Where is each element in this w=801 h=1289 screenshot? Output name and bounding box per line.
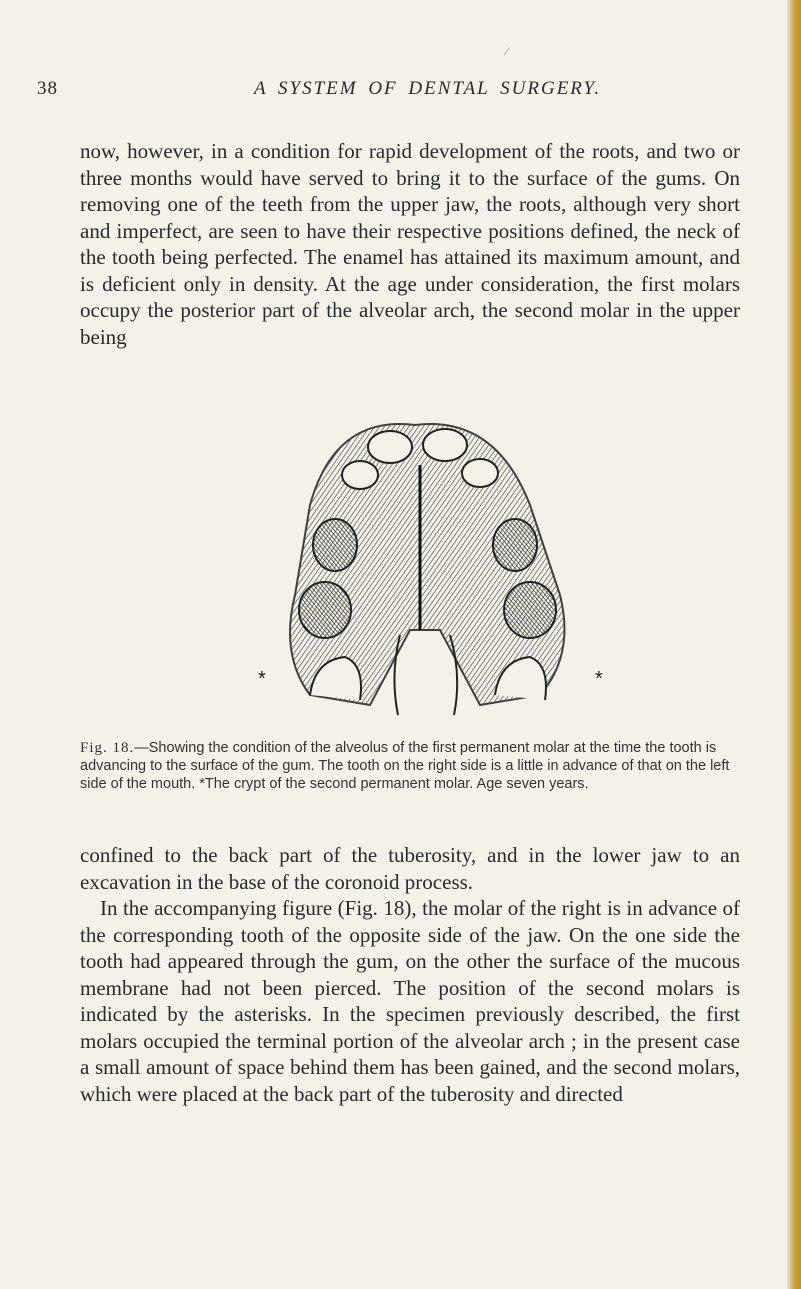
- asterisk-marker: *: [595, 668, 603, 690]
- incisor: [368, 431, 412, 463]
- figure-caption: [80, 739, 745, 793]
- running-head: A SYSTEM OF DENTAL SURGERY.: [254, 78, 602, 99]
- paragraph-text: In the accompanying figure (Fig. 18), the molar of the right is in advance of the corresponding tooth of the opposite side of the jaw. On the one side the tooth had appeared through the gum, on the other the surface of the mucous membrane had not been pierced. The position of the second molars is indicated by the asterisks. In the specimen previously described, the first molars occupied the terminal portion of the alveolar arch ; in the present case a small amount of space behind them has been gained, and the second molars, which were placed at the back part of the tuberosity and directed: [80, 896, 740, 1106]
- incisor: [342, 461, 378, 489]
- figure-label: Fig. 18.: [80, 740, 135, 756]
- molar: [504, 582, 556, 638]
- paragraph-bottom: [80, 842, 740, 1107]
- paragraph-text: confined to the back part of the tuberosity, and in the lower jaw to an excavation in the base of the coronoid process.: [80, 843, 740, 894]
- incisor: [423, 429, 467, 461]
- molar: [299, 582, 351, 638]
- paragraph-top: [80, 138, 740, 350]
- paragraph-text: now, however, in a condition for rapid development of the roots, and two or three months would have served to bring it to the surface of the gums. On removing one of the teeth from the upper jaw, the roots, although very short and imperfect, are seen to have their respective positions defined, the neck of the tooth being perfected. The enamel has attained its maximum amount, and is deficient only in density. At the age under consideration, the first molars occupy the posterior part of the alveolar arch, the second molar in the upper being: [80, 139, 740, 349]
- caption-text: —Showing the condition of the alveolus of the first permanent molar at the time the tooth is advancing to the surface of the gum. The tooth on the right side is a little in advance of that on the left side of the mouth. *The crypt of the second permanent molar. Age seven years.: [80, 740, 730, 792]
- page-header: [0, 78, 801, 108]
- incisor: [462, 459, 498, 487]
- figure-18-illustration: [240, 395, 620, 730]
- molar: [313, 519, 357, 571]
- molar: [493, 519, 537, 571]
- page-number: 38: [37, 78, 58, 99]
- page-edge: [787, 0, 801, 1289]
- pencil-mark: ⁄: [506, 44, 509, 58]
- asterisk-marker: *: [258, 668, 266, 690]
